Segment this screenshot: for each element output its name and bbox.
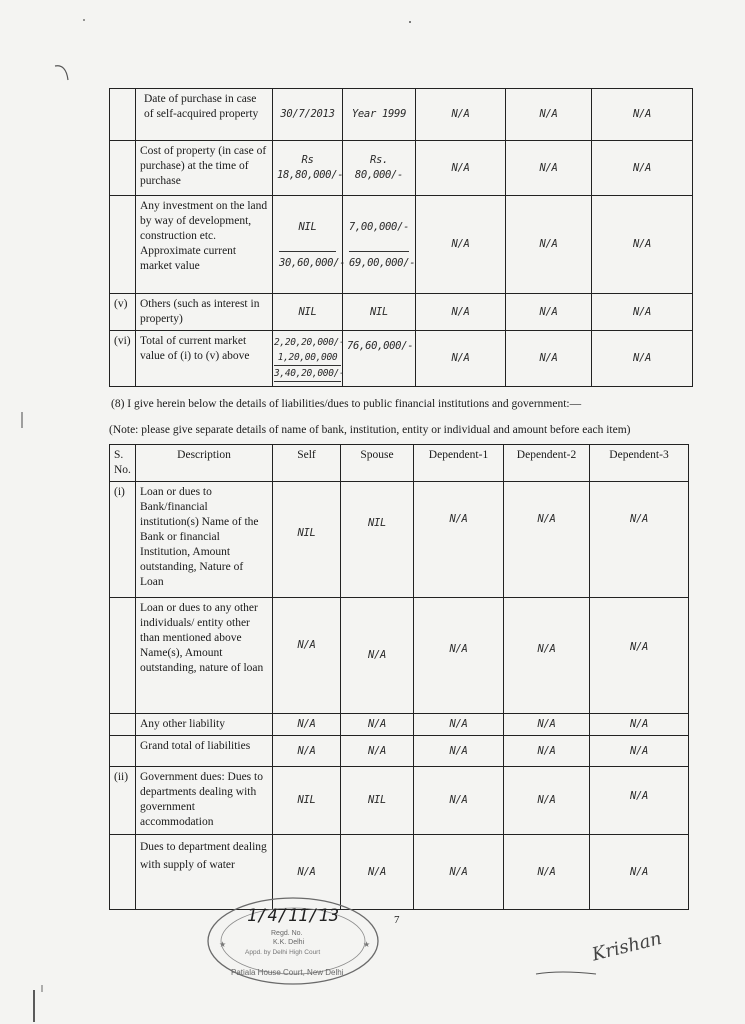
- dependent3-cell: N/A: [590, 767, 689, 835]
- signature-text: Krishan: [589, 927, 664, 966]
- desc-cell: Others (such as interest in property): [136, 294, 273, 331]
- self-cell: [273, 331, 343, 387]
- self-market-value: 30,60,000/-: [279, 251, 336, 271]
- desc-cell: Dues to department dealing with supply of water: [136, 835, 273, 910]
- dependent1-cell: N/A: [416, 331, 506, 387]
- sno-cell: [110, 714, 136, 736]
- table-row: [110, 141, 693, 196]
- spouse-market-value: 69,00,000/-: [349, 251, 409, 271]
- header-self: Self: [273, 445, 341, 482]
- dependent3-cell: N/A: [592, 331, 693, 387]
- dependent2-cell: N/A: [506, 196, 592, 294]
- dependent3-cell: N/A: [590, 598, 689, 714]
- sno-cell: (i): [110, 482, 136, 598]
- sno-cell: (ii): [110, 767, 136, 835]
- dependent1-cell: N/A: [414, 598, 504, 714]
- self-cell: NIL: [273, 482, 341, 598]
- sno-cell: [110, 835, 136, 910]
- header-dependent-2: Dependent-2: [504, 445, 590, 482]
- desc-cell: Grand total of liabilities: [136, 736, 273, 767]
- self-total-line2: 1,20,00,000: [277, 352, 338, 363]
- spouse-cell: 76,60,000/-: [343, 331, 416, 387]
- dependent2-cell: N/A: [504, 482, 590, 598]
- header-description: Description: [136, 445, 273, 482]
- spouse-cell: N/A: [341, 714, 414, 736]
- self-cell: NIL: [273, 294, 343, 331]
- self-cell: N/A: [273, 598, 341, 714]
- stamp-star-icon: ★: [219, 940, 227, 949]
- sno-cell: [110, 196, 136, 294]
- dependent2-cell: N/A: [506, 331, 592, 387]
- desc-cell: Loan or dues to Bank/financial institution(s) Name of the Bank or financial Institution, Amount outstanding, Nature of Loan: [136, 482, 273, 598]
- self-investment: NIL: [298, 221, 317, 233]
- stamp-line3: Appd. by Delhi High Court: [245, 949, 321, 956]
- dependent3-cell: N/A: [590, 482, 689, 598]
- header-dependent-3: Dependent-3: [590, 445, 689, 482]
- dependent3-cell: N/A: [590, 835, 689, 910]
- desc-cell: Government dues: Dues to departments dealing with government accommodation: [136, 767, 273, 835]
- stamp-line4: Patiala House Court, New Delhi: [231, 968, 344, 977]
- dependent1-cell: N/A: [414, 482, 504, 598]
- self-cell: NIL: [273, 767, 341, 835]
- dependent1-cell: N/A: [414, 714, 504, 736]
- spouse-cell: N/A: [341, 598, 414, 714]
- self-cell: Rs 18,80,000/-: [273, 141, 343, 196]
- sno-cell: [110, 598, 136, 714]
- dependent1-cell: N/A: [416, 89, 506, 141]
- stamp-date: 1/4/11/13: [247, 906, 340, 926]
- dependent1-cell: N/A: [414, 736, 504, 767]
- dependent2-cell: N/A: [504, 598, 590, 714]
- spouse-cell: N/A: [341, 835, 414, 910]
- sno-cell: (vi): [110, 331, 136, 387]
- page-number: 7: [394, 914, 400, 926]
- table-row: [110, 714, 689, 736]
- dependent2-cell: N/A: [506, 141, 592, 196]
- header-sno: S. No.: [110, 445, 136, 482]
- spouse-cell: NIL: [341, 767, 414, 835]
- header-row: [110, 445, 689, 482]
- spouse-cell: Rs. 80,000/-: [343, 141, 416, 196]
- dependent3-cell: N/A: [592, 89, 693, 141]
- spouse-cell: NIL: [343, 294, 416, 331]
- table-row: [110, 835, 689, 910]
- self-cell: N/A: [273, 714, 341, 736]
- sno-cell: [110, 89, 136, 141]
- desc-cell: Total of current market value of (i) to (v) above: [136, 331, 273, 387]
- stamp-line2: K.K. Delhi: [273, 939, 305, 946]
- dependent3-cell: N/A: [592, 196, 693, 294]
- stamp-line1: Regd. No.: [271, 930, 303, 937]
- notary-stamp: [205, 895, 381, 987]
- table-row: [110, 598, 689, 714]
- header-spouse: Spouse: [341, 445, 414, 482]
- dependent2-cell: N/A: [504, 736, 590, 767]
- spouse-cell: NIL: [341, 482, 414, 598]
- stamp-star-icon: ★: [363, 940, 371, 949]
- table-row: [110, 294, 693, 331]
- self-cell: [273, 196, 346, 294]
- table-row: [110, 736, 689, 767]
- dependent3-cell: N/A: [590, 714, 689, 736]
- spouse-cell: N/A: [341, 736, 414, 767]
- desc-cell: Loan or dues to any other individuals/ entity other than mentioned above Name(s), Amount outstanding, nature of loan: [136, 598, 273, 714]
- table-row: [110, 196, 693, 294]
- dependent2-cell: N/A: [504, 767, 590, 835]
- table-row: [110, 331, 693, 387]
- header-dependent-1: Dependent-1: [414, 445, 504, 482]
- desc-cell: [136, 196, 273, 294]
- dependent3-cell: N/A: [592, 141, 693, 196]
- desc-cell: Date of purchase in case of self-acquired property: [136, 89, 273, 141]
- dependent2-cell: N/A: [506, 294, 592, 331]
- sno-cell: [110, 736, 136, 767]
- sno-cell: [110, 141, 136, 196]
- desc-investment: Any investment on the land by way of development, construction etc.: [140, 200, 268, 242]
- dependent1-cell: N/A: [414, 767, 504, 835]
- dependent2-cell: N/A: [504, 714, 590, 736]
- liabilities-table: [109, 444, 689, 910]
- self-cell: 30/7/2013: [273, 89, 343, 141]
- section-8-intro: (8) I give herein below the details of liabilities/dues to public financial institutions and government:—: [111, 398, 582, 410]
- desc-cell: Cost of property (in case of purchase) at the time of purchase: [136, 141, 273, 196]
- assets-table: [109, 88, 693, 387]
- self-total-line3: 3,40,20,000/-: [274, 365, 341, 382]
- dependent1-cell: N/A: [416, 294, 506, 331]
- table-row: [110, 89, 693, 141]
- dependent3-cell: N/A: [592, 294, 693, 331]
- signature: [530, 920, 690, 980]
- dependent2-cell: N/A: [506, 89, 592, 141]
- sno-cell: (v): [110, 294, 136, 331]
- spouse-cell: Year 1999: [343, 89, 416, 141]
- self-total-line1: 2,20,20,000/-: [274, 337, 345, 348]
- dependent3-cell: N/A: [590, 736, 689, 767]
- spouse-cell: [343, 196, 416, 294]
- desc-cell: Any other liability: [136, 714, 273, 736]
- dependent2-cell: N/A: [504, 835, 590, 910]
- self-cell: N/A: [273, 736, 341, 767]
- dependent1-cell: N/A: [416, 196, 506, 294]
- dependent1-cell: N/A: [414, 835, 504, 910]
- table-row: [110, 767, 689, 835]
- spouse-investment: 7,00,000/-: [348, 221, 410, 233]
- desc-market-value: Approximate current market value: [140, 245, 237, 272]
- dependent1-cell: N/A: [416, 141, 506, 196]
- section-8-note: (Note: please give separate details of name of bank, institution, entity or individual and amount before each item): [109, 424, 631, 436]
- self-cell: N/A: [273, 835, 341, 910]
- table-row: [110, 482, 689, 598]
